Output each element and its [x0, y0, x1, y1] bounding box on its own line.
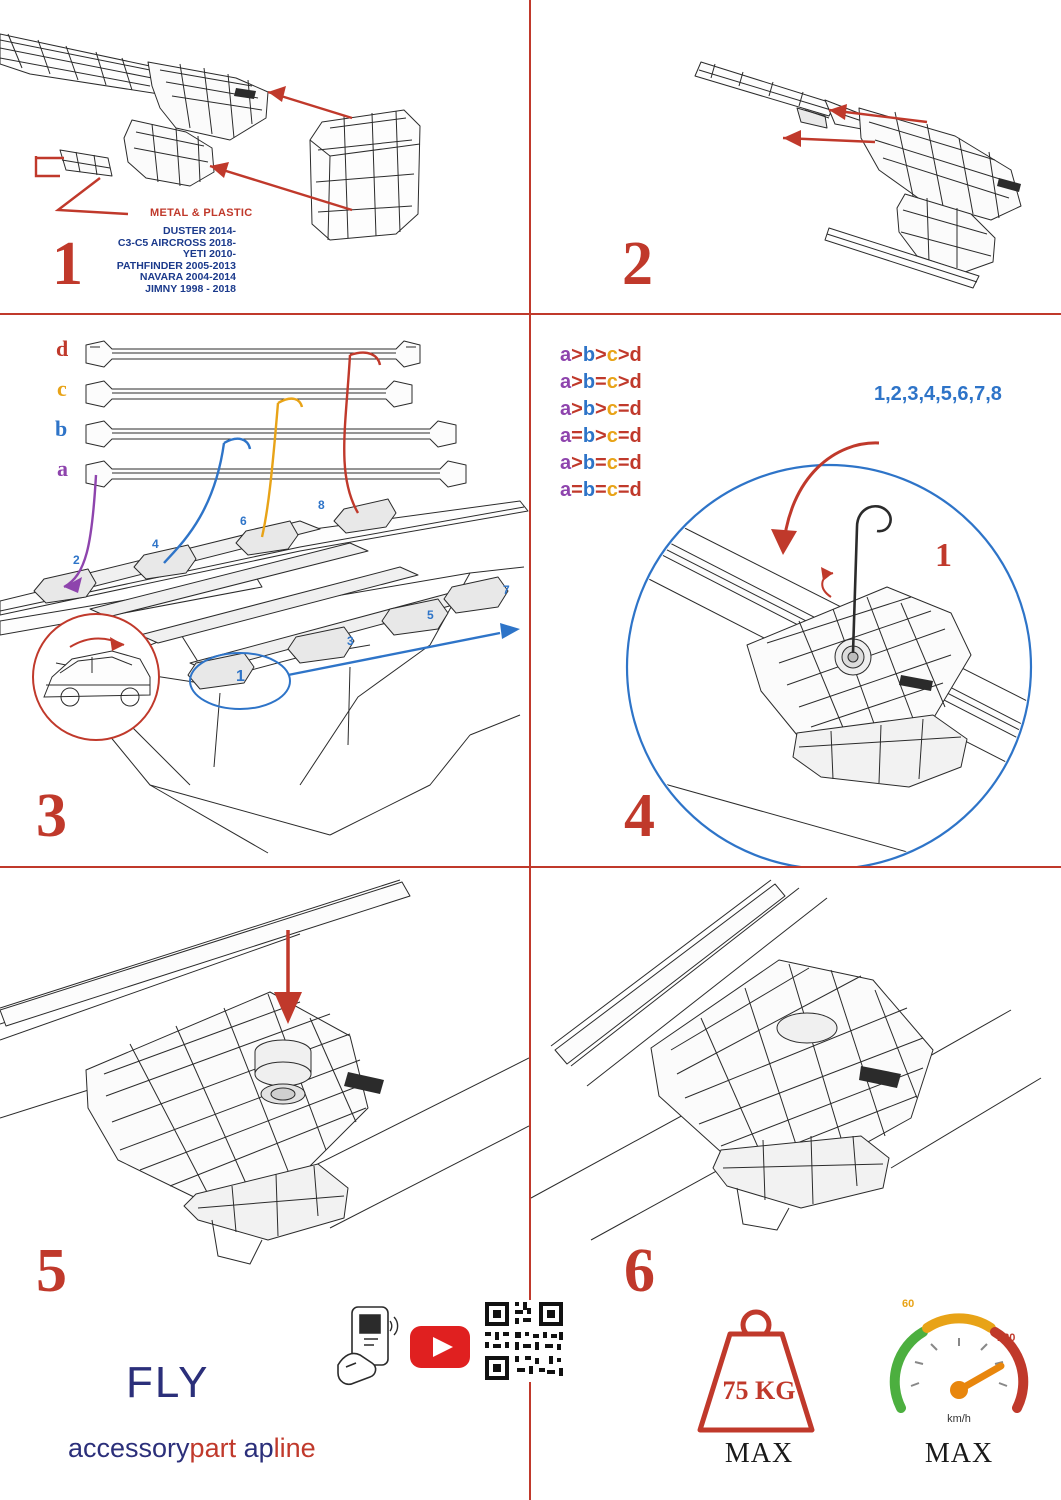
inequality-row-5: a>b=c=d: [560, 452, 642, 474]
vehicle-item: YETI 2010-: [182, 248, 236, 260]
vehicle-item: JIMNY 1998 - 2018: [145, 282, 236, 295]
panel-2-illustration: [529, 0, 1061, 313]
inequality-row-4: a=b>c=d: [560, 425, 642, 447]
brand-ap: ap: [243, 1433, 274, 1463]
vehicle-item: DUSTER 2014-: [163, 225, 236, 237]
panel-step-6: [531, 868, 1061, 1500]
step-number-4: 4: [624, 782, 655, 850]
panel-step-1: [0, 0, 529, 313]
callout-7: 7: [503, 583, 510, 597]
inequality-row-2: a>b=c>d: [560, 371, 642, 393]
inequality-row-6: a=b=c=d: [560, 479, 642, 501]
panel-3-illustration: [0, 315, 529, 866]
inequality-row-3: a>b>c=d: [560, 398, 642, 420]
weight-value: 75 KG: [722, 1376, 796, 1405]
step-number-1: 1: [52, 230, 83, 298]
callout-4: 4: [152, 537, 159, 551]
callout-1: 1: [236, 668, 245, 685]
step-number-3: 3: [36, 782, 67, 850]
bar-letter-b: b: [55, 416, 68, 441]
bar-letter-c: c: [57, 376, 67, 401]
phone-scan-icon[interactable]: [330, 1303, 400, 1398]
fly-title: FLY: [126, 1358, 210, 1407]
youtube-icon[interactable]: [409, 1325, 471, 1369]
step-number-2: 2: [622, 230, 653, 298]
bar-letter-a: a: [57, 456, 68, 481]
gauge-max-label: 120: [997, 1332, 1016, 1344]
brand-accessory: accessory: [68, 1433, 190, 1463]
metal-plastic-heading: METAL & PLASTIC: [150, 207, 253, 219]
vehicle-item: PATHFINDER 2005-2013: [116, 259, 236, 272]
panel-step-2: [529, 0, 1061, 313]
callout-8: 8: [318, 498, 325, 512]
weight-max-label: MAX: [724, 1438, 794, 1469]
gauge-min-label: 60: [902, 1298, 915, 1310]
step-number-5: 5: [36, 1237, 67, 1305]
panel-step-3: [0, 315, 529, 866]
panel-step-4: [531, 315, 1061, 866]
callout-3: 3: [347, 634, 354, 648]
callout-5: 5: [427, 608, 434, 622]
step-number-6: 6: [624, 1237, 655, 1305]
panel-6-illustration: [531, 868, 1061, 1288]
panel-step-5: [0, 868, 529, 1500]
speed-max-label: MAX: [924, 1438, 994, 1469]
speed-unit-label: km/h: [947, 1413, 971, 1425]
install-sequence: 1,2,3,4,5,6,7,8: [874, 383, 1002, 405]
vehicle-item: C3-C5 AIRCROSS 2018-: [117, 236, 236, 249]
brand-line-suffix: line: [273, 1433, 316, 1463]
bar-letter-d: d: [56, 336, 69, 361]
weight-limit-icon: [686, 1306, 826, 1436]
vehicle-item: NAVARA 2004-2014: [139, 271, 236, 283]
brand-line: [68, 1433, 316, 1464]
inequality-row-1: a>b>c>d: [560, 344, 642, 366]
callout-6: 6: [240, 514, 247, 528]
brand-part: part: [189, 1433, 237, 1463]
panel-5-illustration: [0, 868, 529, 1288]
rotation-step-number: 1: [935, 537, 952, 574]
callout-2: 2: [73, 553, 80, 567]
vehicle-list: [0, 225, 236, 298]
